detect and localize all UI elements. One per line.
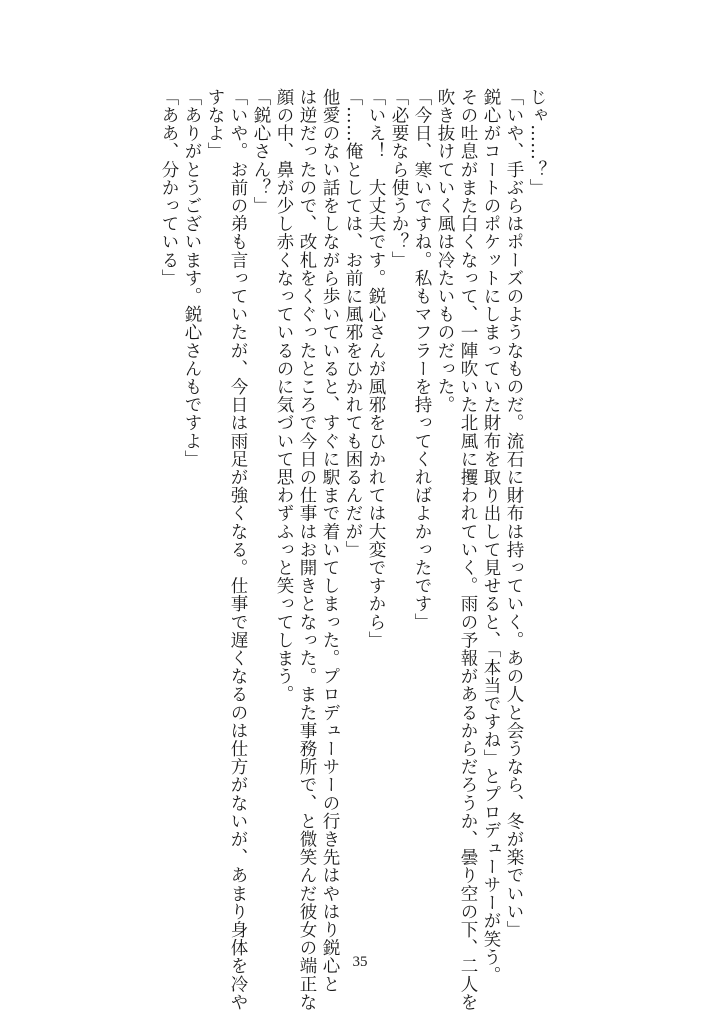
text-line: 「いや。お前の弟も言っていたが、今日は雨足が強くなる。仕事で遅くなるのは仕方がないが、あまり身体を冷や [228,88,248,1012]
text-line: 吹き抜けていく風は冷たいものだった。 [435,88,455,414]
text-line: 「……俺としては、お前に風邪をひかれても困るんだが」 [343,88,363,559]
text-line: 「今日、寒いですね。私もマフラーを持ってくればよかったです」 [412,88,432,631]
text-line: 他愛のない話をしながら歩いていると、すぐに駅まで着いてしまった。プロデューサーの行き先はやはり鋭心と [320,88,340,993]
text-line: 「必要なら使うか？」 [389,88,409,269]
text-line: 顔の中、鼻が少し赤くなっているのに気づいて思わずふっと笑ってしまう。 [274,88,294,704]
text-line: 「いや、手ぶらはポーズのようなものだ。流石に財布は持っていく。あの人と会うなら、冬が楽でいい」 [504,88,524,939]
text-line: 「いえ！ 大丈夫です。鋭心さんが風邪をひかれては大変ですから」 [366,88,386,650]
text-line: 「鋭心さん？」 [251,88,271,215]
text-line: は逆だったので、改札をくぐったところで今日の仕事はお開きとなった。また事務所で、と微笑んだ彼女の端正な [297,88,317,1012]
page-number: 35 [352,954,368,970]
text-line: じゃ……？」 [527,88,547,197]
text-line: 鋭心がコートのポケットにしまっていた財布を取り出して見せると、「本当ですね」とプロデューサーが笑う。 [481,88,501,985]
text-line: 「ああ、分かっている」 [159,88,179,288]
text-line: すなよ」 [205,88,225,161]
text-line: 「ありがとうございます。鋭心さんもですよ」 [182,88,202,469]
text-line: その吐息がまた白くなって、一陣吹いた北風に攫われていく。雨の予報があるからだろうか、曇り空の下、二人を [458,88,478,1012]
